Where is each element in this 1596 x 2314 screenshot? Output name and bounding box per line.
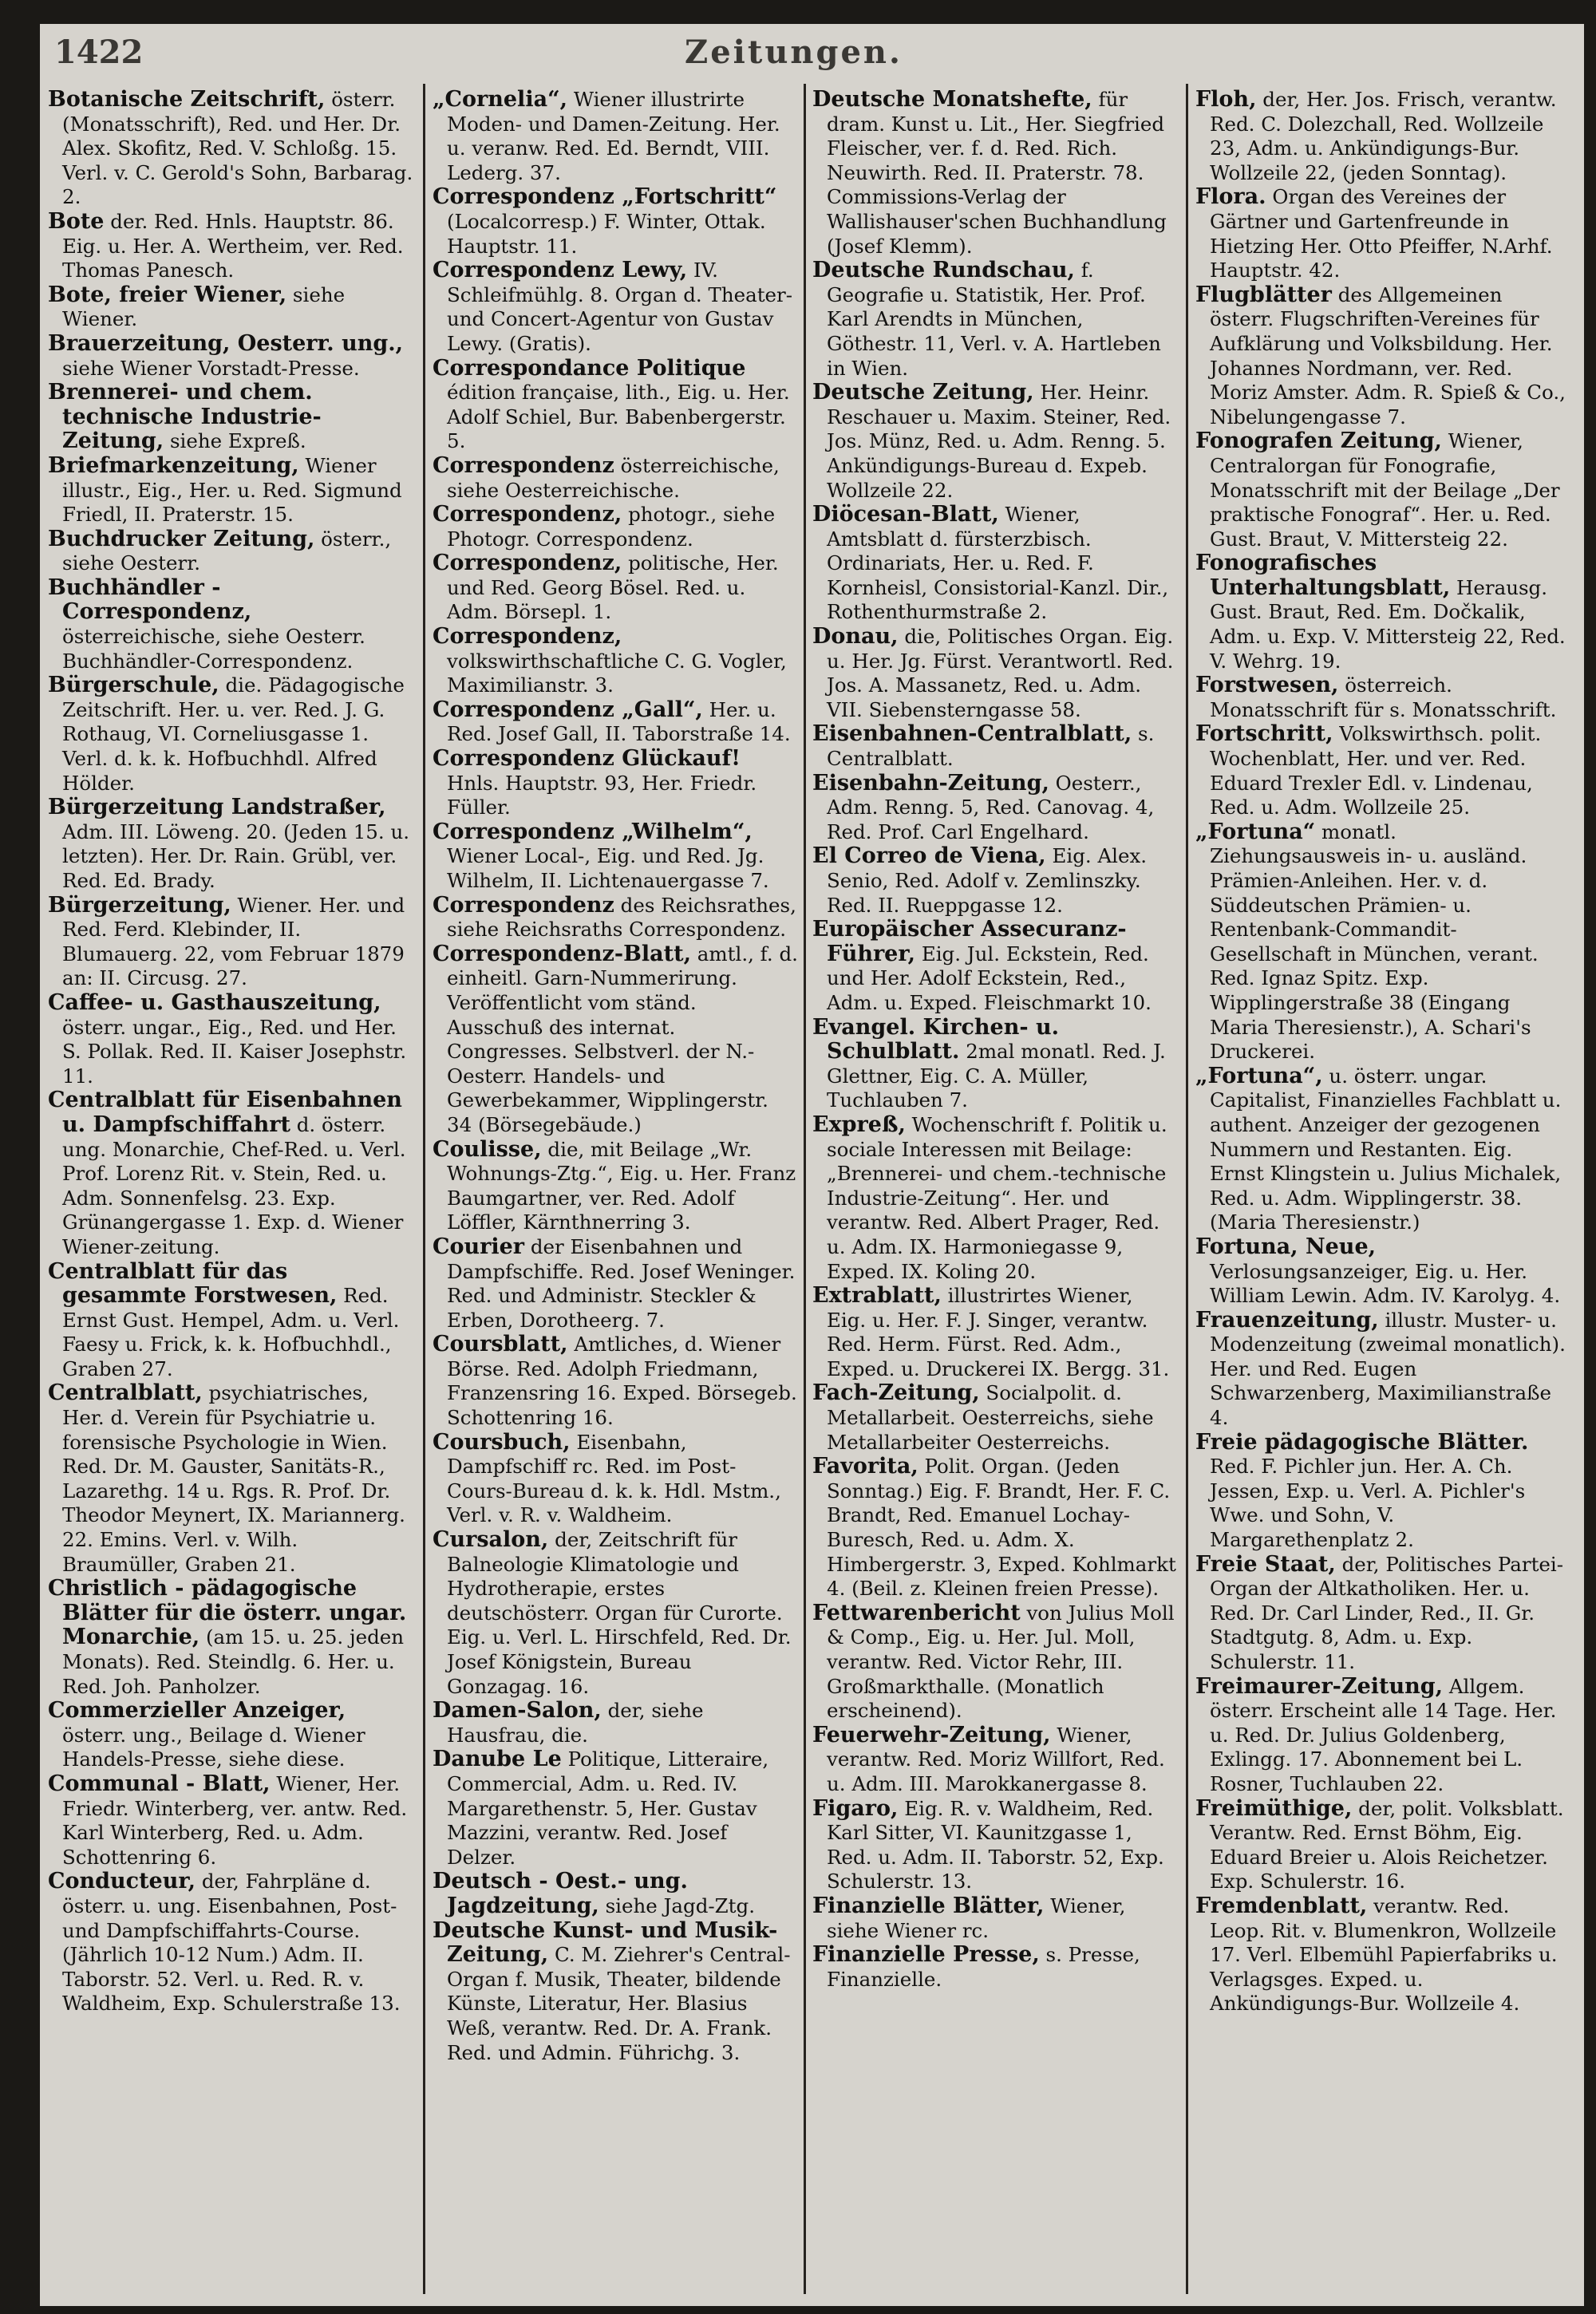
entry-details: Politique, Litteraire, Commercial, Adm. u. Red. IV. Margarethenstr. 5, Her. Gustav Mazzini, verantw. Red. Josef Delzer. bbox=[447, 1747, 769, 1869]
entry-title: Fonografen Zeitung, bbox=[1195, 428, 1442, 454]
entry-title: Bürgerzeitung, bbox=[48, 892, 231, 918]
directory-entry bbox=[433, 747, 798, 820]
running-title: Zeitungen. bbox=[685, 34, 903, 71]
entry-details: Wiener, Her. Friedr. Winterberg, ver. antw. Red. Karl Winterberg, Red. u. Adm. Schottenring 6. bbox=[62, 1771, 408, 1869]
entry-title: Centralblatt für Eisenbahnen u. Dampfschiffahrt bbox=[48, 1088, 402, 1137]
directory-page bbox=[40, 24, 1584, 2306]
entry-title: Commerzieller Anzeiger, bbox=[48, 1698, 346, 1724]
entry-details: Wiener, siehe Wiener rc. bbox=[827, 1893, 1126, 1942]
entry-title: Correspondenz „Wilhelm“, bbox=[433, 819, 753, 844]
entry-title: Forstwesen, bbox=[1195, 673, 1339, 698]
entry-details: édition française, lith., Eig. u. Her. Adolf Schiel, Bur. Babenbergerstr. 5. bbox=[447, 381, 790, 453]
entry-title: Fettwarenbericht bbox=[812, 1600, 1021, 1625]
entry-details: Her. Heinr. Reschauer u. Maxim. Steiner, Red. Jos. Münz, Red. u. Adm. Renng. 5. Ankündigungs-Bureau d. Expeb. Wollzeile 22. bbox=[827, 381, 1171, 502]
directory-entry bbox=[433, 551, 798, 625]
directory-entry bbox=[812, 1113, 1178, 1284]
directory-entry bbox=[812, 1797, 1178, 1894]
directory-entry bbox=[433, 357, 798, 454]
directory-entry bbox=[1195, 88, 1570, 185]
directory-entry bbox=[1195, 1894, 1570, 2016]
entry-title: Europäischer Assecuranz-Führer, bbox=[812, 917, 1127, 966]
column-divider bbox=[1186, 84, 1188, 2294]
entry-details: Wiener. Her. und Red. Ferd. Klebinder, II. Blumauerg. 22, vom Februar 1879 an: II. Circusg. 27. bbox=[62, 893, 405, 990]
directory-entry bbox=[1195, 1064, 1570, 1235]
page-number: 1422 bbox=[54, 34, 144, 71]
directory-entry bbox=[48, 527, 413, 576]
directory-entry bbox=[1195, 820, 1570, 1064]
entry-details: C. M. Ziehrer's Central-Organ f. Musik, Theater, bildende Künste, Literatur, Her. Blasius Weß, verantw. Red. Dr. A. Frank. Red. und Admin. Führichg. 3. bbox=[447, 1943, 791, 2064]
entry-details: IV. Schleifmühlg. 8. Organ d. Theater- und Concert-Agentur von Gustav Lewy. (Gratis). bbox=[447, 259, 793, 355]
entry-title: Donau, bbox=[812, 624, 899, 650]
entry-details: der, siehe Hausfrau, die. bbox=[447, 1699, 704, 1747]
entry-details: Wiener illustrirte Moden- und Damen-Zeitung. Her. u. veranw. Red. Ed. Berndt, VIII. Lederg. 37. bbox=[447, 88, 780, 184]
directory-entry bbox=[48, 894, 413, 991]
entry-details: u. österr. ungar. Capitalist, Finanzielles Fachblatt u. authent. Anzeiger der gezogenen Nummern und Restanten. Eig. Ernst Klingstein u. Julius Michalek, Red. u. Adm. Wipplingerstr. 38. (Maria Theresienstr.) bbox=[1210, 1064, 1562, 1234]
entry-title: Deutsche Monatshefte, bbox=[812, 88, 1092, 112]
entry-title: Coulisse, bbox=[433, 1136, 542, 1162]
entry-title: „Cornelia“, bbox=[433, 88, 568, 112]
column-divider bbox=[423, 84, 425, 2294]
entry-details: Wiener illustr., Eig., Her. u. Red. Sigmund Friedl, II. Praterstr. 15. bbox=[62, 453, 402, 527]
entry-title: Expreß, bbox=[812, 1112, 906, 1137]
entry-title: Freimaurer-Zeitung, bbox=[1195, 1673, 1444, 1699]
column-2 bbox=[433, 88, 798, 2298]
directory-entry bbox=[48, 1088, 413, 1259]
entry-title: Christlich - pädagogische Blätter für die österr. ungar. Monarchie, bbox=[48, 1576, 407, 1650]
directory-entry bbox=[812, 844, 1178, 918]
entry-title: Brennerei- und chem. technische Industrie-Zeitung, bbox=[48, 380, 322, 454]
entry-title: Courier bbox=[433, 1234, 525, 1259]
directory-entry bbox=[48, 1260, 413, 1382]
directory-entry bbox=[1195, 1235, 1570, 1309]
entry-details: Wiener, verantw. Red. Moriz Willfort, Red. u. Adm. III. Marokkanergasse 8. bbox=[827, 1723, 1165, 1795]
entry-details: die, mit Beilage „Wr. Wohnungs-Ztg.“, Eig. u. Her. Franz Baumgartner, ver. Red. Adolf Löffler, Kärnthnerring 3. bbox=[447, 1137, 796, 1234]
entry-details: Polit. Organ. (Jeden Sonntag.) Eig. F. Brandt, Her. F. C. Brandt, Red. Emanuel Lochay-Buresch, Red. u. Adm. X. Himbergerstr. 3, Exped. Kohlmarkt 4. (Beil. z. Kleinen freien Presse). bbox=[827, 1455, 1176, 1601]
entry-title: Correspondenz Glückauf! bbox=[433, 746, 741, 772]
directory-entry bbox=[433, 942, 798, 1138]
directory-entry bbox=[433, 1919, 798, 2066]
entry-details: Organ des Vereines der Gärtner und Gartenfreunde in Hietzing Her. Otto Pfeiffer, N.Arhf. Hauptstr. 42. bbox=[1210, 185, 1553, 282]
directory-entry bbox=[48, 332, 413, 381]
directory-entry bbox=[812, 1943, 1178, 1992]
entry-details: Eig. Alex. Senio, Red. Adolf v. Zemlinszky. Red. II. Rueppgasse 12. bbox=[827, 844, 1148, 917]
entry-title: Flora. bbox=[1195, 184, 1266, 210]
directory-entry bbox=[433, 894, 798, 942]
entry-details: Red. F. Pichler jun. Her. A. Ch. Jessen, Exp. u. Verl. A. Pichler's Wwe. und Sohn, V. Margarethenplatz 2. bbox=[1210, 1455, 1526, 1552]
directory-entry bbox=[433, 1138, 798, 1235]
directory-entry bbox=[812, 722, 1178, 771]
entry-title: Deutsche Kunst- und Musik-Zeitung, bbox=[433, 1917, 778, 1968]
entry-title: Fonografisches Unterhaltungsblatt, bbox=[1195, 551, 1451, 600]
directory-entry bbox=[812, 381, 1178, 503]
entry-details: der. Red. Hnls. Hauptstr. 86. Eig. u. Her. A. Wertheim, ver. Red. Thomas Panesch. bbox=[62, 209, 404, 282]
entry-title: Freie pädagogische Blätter. bbox=[1195, 1429, 1529, 1455]
entry-details: österreich. Monatsschrift für s. Monatsschrift. bbox=[1210, 673, 1557, 721]
entry-details: österr., siehe Oesterr. bbox=[62, 527, 392, 575]
directory-entry bbox=[812, 1894, 1178, 1943]
directory-entry bbox=[48, 673, 413, 796]
entry-details: Allgem. österr. Erscheint alle 14 Tage. Her. u. Red. Dr. Julius Goldenberg, Exlingg. 17. Abonnement bei L. Rosner, Tuchlauben 22. bbox=[1210, 1674, 1557, 1795]
entry-title: Fach-Zeitung, bbox=[812, 1380, 980, 1406]
entry-details: Adm. III. Löweng. 20. (Jeden 15. u. letzten). Her. Dr. Rain. Grübl, ver. Red. Ed. Brady. bbox=[62, 819, 410, 892]
directory-entry bbox=[433, 1528, 798, 1699]
entry-title: Correspondance Politique bbox=[433, 355, 746, 381]
entry-details: österreichische, siehe Oesterr. Buchhändler-Correspondenz. bbox=[62, 625, 365, 673]
entry-details: politische, Her. und Red. Georg Bösel. Red. u. Adm. Börsepl. 1. bbox=[447, 551, 779, 624]
directory-entry bbox=[48, 1577, 413, 1699]
directory-entry bbox=[48, 1772, 413, 1870]
directory-entry bbox=[48, 381, 413, 454]
directory-entry bbox=[48, 796, 413, 893]
entry-details: Oesterr., Adm. Renng. 5, Red. Canovag. 4, Red. Prof. Carl Engelhard. bbox=[827, 771, 1155, 843]
column-3 bbox=[812, 88, 1178, 2298]
directory-entry bbox=[812, 772, 1178, 845]
entry-details: die, Politisches Organ. Eig. u. Her. Jg. Fürst. Verantwortl. Red. Jos. A. Massanetz, Red. u. Adm. VII. Siebensterngasse 58. bbox=[827, 625, 1174, 721]
directory-entry bbox=[48, 283, 413, 332]
entry-title: „Fortuna“ bbox=[1195, 819, 1316, 844]
directory-entry bbox=[433, 820, 798, 894]
entry-title: Centralblatt für das gesammte Forstwesen, bbox=[48, 1258, 338, 1309]
directory-entry bbox=[433, 88, 798, 185]
directory-entry bbox=[48, 454, 413, 527]
entry-details: Eisenbahn, Dampfschiff rc. Red. im Post-Cours-Bureau d. k. k. Hdl. Mstm., Verl. v. R. v. Waldheim. bbox=[447, 1430, 781, 1527]
entry-details: des Reichsrathes, siehe Reichsraths Correspondenz. bbox=[447, 893, 796, 942]
entry-title: Danube Le bbox=[433, 1747, 562, 1772]
entry-details: 2mal monatl. Red. J. Glettner, Eig. C. A. Müller, Tuchlauben 7. bbox=[827, 1040, 1166, 1112]
directory-entry bbox=[433, 625, 798, 698]
directory-entry bbox=[433, 1235, 798, 1333]
entry-details: psychiatrisches, Her. d. Verein für Psychiatrie u. forensische Psychologie in Wien. Red. Dr. M. Gauster, Sanitäts-R., Lazarethg. 14 u. Rgs. R. Prof. Dr. Theodor Meynert, IX. Mariannerg. 22. Emins. Verl. v. Wilh. Braumüller, Graben 21. bbox=[62, 1381, 405, 1576]
entry-title: Correspondenz „Gall“, bbox=[433, 697, 703, 722]
directory-entry bbox=[433, 1699, 798, 1747]
entry-title: Conducteur, bbox=[48, 1869, 196, 1894]
entry-details: für dram. Kunst u. Lit., Her. Siegfried Fleischer, ver. f. d. Red. Rich. Neuwirth. Red. II. Praterstr. 78. Commissions-Verlag der Wallishauser'schen Buchhandlung (Josef Klemm). bbox=[827, 88, 1167, 258]
entry-details: der, Zeitschrift für Balneologie Klimatologie und Hydrotherapie, erstes deutschösterr. Organ für Curorte. Eig. u. Verl. L. Hirschfeld, Red. Dr. Josef Königstein, Bureau Gonzagag. 16. bbox=[447, 1528, 792, 1698]
entry-details: Socialpolit. d. Metallarbeit. Oesterreichs, siehe Metallarbeiter Oesterreichs. bbox=[827, 1381, 1154, 1454]
entry-details: des Allgemeinen österr. Flugschriften-Vereines für Aufklärung und Volksbildung. Her. Johannes Nordmann, ver. Red. Moriz Amster. Adm. R. Spieß & Co., Nibelungengasse 7. bbox=[1210, 282, 1566, 428]
directory-entry bbox=[812, 1455, 1178, 1601]
entry-details: s. Centralblatt. bbox=[827, 722, 1155, 771]
directory-entry bbox=[433, 1870, 798, 1918]
entry-title: Communal - Blatt, bbox=[48, 1771, 271, 1796]
entry-details: photogr., siehe Photogr. Correspondenz. bbox=[447, 503, 776, 551]
entry-details: d. österr. ung. Monarchie, Chef-Red. u. Verl. Prof. Lorenz Rit. v. Stein, Red. u. Adm. Sonnenfelsg. 23. Exp. Grünangergasse 1. Exp. d. Wiener Wiener-zeitung. bbox=[62, 1112, 406, 1258]
directory-entry bbox=[48, 991, 413, 1088]
entry-details: monatl. Ziehungsausweis in- u. ausländ. Prämien-Anleihen. Her. v. d. Süddeutschen Prämien- u. Rentenbank-Commandit-Gesellschaft in München, verant. Red. Ignaz Spitz. Exp. Wipplingerstraße 38 (Eingang Maria Theresienstr.), A. Schari's Druckerei. bbox=[1210, 819, 1539, 1064]
entry-title: Diöcesan-Blatt, bbox=[812, 502, 999, 527]
entry-title: Flugblätter bbox=[1195, 282, 1332, 307]
entry-title: Correspondenz, bbox=[433, 624, 622, 650]
entry-details: (Localcorresp.) F. Winter, Ottak. Hauptstr. 11. bbox=[447, 209, 766, 258]
entry-details: Eig. R. v. Waldheim, Red. Karl Sitter, VI. Kaunitzgasse 1, Red. u. Adm. II. Taborstr. 52, Exp. Schulerstr. 13. bbox=[827, 1796, 1164, 1893]
directory-entry bbox=[433, 454, 798, 503]
entry-details: Her. u. Red. Josef Gall, II. Taborstraße 14. bbox=[447, 697, 791, 746]
entry-details: Herausg. Gust. Braut, Red. Em. Dočkalik, Adm. u. Exp. V. Mittersteig 22, Red. V. Wehrg. 19. bbox=[1210, 575, 1566, 673]
entry-title: Bote bbox=[48, 208, 105, 234]
entry-title: Eisenbahn-Zeitung, bbox=[812, 770, 1049, 796]
directory-entry bbox=[1195, 429, 1570, 551]
directory-entry bbox=[812, 259, 1178, 381]
directory-entry bbox=[1195, 1553, 1570, 1675]
entry-details: von Julius Moll & Comp., Eig. u. Her. Jul. Moll, verantw. Red. Victor Rehr, III. Großmarkthalle. (Monatlich erscheinend). bbox=[827, 1601, 1175, 1723]
entry-details: siehe Wiener Vorstadt-Presse. bbox=[62, 356, 360, 380]
entry-details: Red. Ernst Gust. Hempel, Adm. u. Verl. Faesy u. Frick, k. k. Hofbuchhdl., Graben 27. bbox=[62, 1284, 400, 1380]
directory-entry bbox=[812, 1601, 1178, 1724]
entry-title: Fortschritt, bbox=[1195, 721, 1333, 747]
entry-details: österreichische, siehe Oesterreichische. bbox=[447, 453, 780, 502]
entry-details: s. Presse, Finanzielle. bbox=[827, 1943, 1140, 1991]
directory-entry bbox=[812, 918, 1178, 1015]
directory-entry bbox=[48, 1870, 413, 2016]
column-1 bbox=[48, 88, 413, 2298]
entry-title: Eisenbahnen-Centralblatt, bbox=[812, 721, 1132, 747]
entry-details: österr. ung., Beilage d. Wiener Handels-Presse, siehe diese. bbox=[62, 1723, 365, 1771]
entry-details: der, polit. Volksblatt. Verantw. Red. Ernst Böhm, Eig. Eduard Breier u. Alois Reichetzer. Exp. Schulerstr. 16. bbox=[1210, 1796, 1564, 1893]
entry-title: Botanische Zeitschrift, bbox=[48, 88, 326, 112]
entry-title: Damen-Salon, bbox=[433, 1698, 602, 1724]
entry-title: Bürgerschule, bbox=[48, 673, 219, 698]
entry-details: siehe Wiener. bbox=[62, 282, 346, 331]
entry-details: f. Geografie u. Statistik, Her. Prof. Karl Arendts in München, Göthestr. 11, Verl. v. A. Hartleben in Wien. bbox=[827, 259, 1161, 380]
column-4 bbox=[1195, 88, 1570, 2298]
directory-entry bbox=[1195, 1309, 1570, 1431]
entry-title: Figaro, bbox=[812, 1795, 899, 1821]
entry-title: Favorita, bbox=[812, 1454, 918, 1479]
directory-entry bbox=[1195, 551, 1570, 673]
entry-details: verantw. Red. Leop. Rit. v. Blumenkron, Wollzeile 17. Verl. Elbemühl Papierfabriks u. Verlagsges. Exped. u. Ankündigungs-Bur. Wollzeile 4. bbox=[1210, 1893, 1558, 2016]
entry-details: illustrirtes Wiener, Eig. u. Her. F. J. Singer, verantw. Red. Herm. Fürst. Red. Adm., Exped. u. Druckerei IX. Bergg. 31. bbox=[827, 1284, 1170, 1380]
entry-details: der, Her. Jos. Frisch, verantw. Red. C. Dolezchall, Red. Wollzeile 23, Adm. u. Ankündigungs-Bur. Wollzeile 22, (jeden Sonntag). bbox=[1210, 88, 1557, 184]
directory-entry bbox=[812, 1381, 1178, 1455]
entry-title: Coursbuch, bbox=[433, 1429, 571, 1455]
directory-entry bbox=[48, 88, 413, 210]
directory-entry bbox=[433, 1431, 798, 1528]
directory-entry bbox=[1195, 1797, 1570, 1894]
entry-title: Bürgerzeitung Landstraßer, bbox=[48, 795, 386, 820]
entry-title: Fortuna, Neue, bbox=[1195, 1234, 1377, 1259]
entry-details: österr. ungar., Eig., Red. und Her. S. Pollak. Red. II. Kaiser Josephstr. 11. bbox=[62, 1015, 407, 1088]
entry-title: Cursalon, bbox=[433, 1527, 549, 1553]
entry-details: siehe Expreß. bbox=[169, 429, 306, 453]
entry-details: (am 15. u. 25. jeden Monats). Red. Steindlg. 6. Her. u. Red. Joh. Panholzer. bbox=[62, 1625, 405, 1698]
entry-details: der Eisenbahnen und Dampfschiffe. Red. Josef Weninger. Red. und Administr. Steckler & Erben, Dorotheerg. 7. bbox=[447, 1234, 796, 1332]
entry-title: Finanzielle Presse, bbox=[812, 1942, 1040, 1968]
directory-entry bbox=[1195, 283, 1570, 430]
directory-entry bbox=[812, 1016, 1178, 1113]
entry-details: Amtliches, d. Wiener Börse. Red. Adolph Friedmann, Franzensring 16. Exped. Börsegeb. Schottenring 16. bbox=[447, 1333, 797, 1430]
entry-title: Finanzielle Blätter, bbox=[812, 1893, 1045, 1918]
directory-entry bbox=[433, 698, 798, 747]
directory-entry bbox=[48, 576, 413, 673]
entry-title: Deutsche Rundschau, bbox=[812, 258, 1075, 283]
entry-title: Frauenzeitung, bbox=[1195, 1307, 1379, 1333]
entry-title: Correspondenz bbox=[433, 452, 614, 478]
entry-title: Deutsch - Oest.- ung. Jagdzeitung, bbox=[433, 1869, 688, 1918]
directory-entry bbox=[1195, 673, 1570, 722]
entry-title: Freimüthige, bbox=[1195, 1795, 1353, 1821]
directory-entry bbox=[812, 1284, 1178, 1381]
entry-details: Eig. Jul. Eckstein, Red. und Her. Adolf Eckstein, Red., Adm. u. Exped. Fleischmarkt 10. bbox=[827, 942, 1152, 1014]
directory-entry bbox=[48, 1699, 413, 1772]
entry-title: Caffee- u. Gasthauszeitung, bbox=[48, 989, 381, 1015]
page-header bbox=[54, 34, 1570, 75]
entry-title: Deutsche Zeitung, bbox=[812, 380, 1034, 405]
directory-entry bbox=[433, 185, 798, 259]
column-divider bbox=[804, 84, 806, 2294]
directory-entry bbox=[433, 503, 798, 551]
entry-title: Buchdrucker Zeitung, bbox=[48, 526, 315, 551]
directory-entry bbox=[812, 88, 1178, 259]
entry-details: amtl., f. d. einheitl. Garn-Nummerirung. Veröffentlicht vom ständ. Ausschuß des internat. Congresses. Selbstverl. der N.-Oesterr. Handels- und Gewerbekammer, Wipplingerstr. 34 (Börsegebäude.) bbox=[447, 942, 798, 1136]
entry-title: El Correo de Viena, bbox=[812, 843, 1046, 869]
entry-details: Hnls. Hauptstr. 93, Her. Friedr. Füller. bbox=[447, 771, 757, 819]
directory-entry bbox=[433, 259, 798, 356]
entry-details: der, Politisches Partei-Organ der Altkatholiken. Her. u. Red. Dr. Carl Linder, Red., II. Gr. Stadtgutg. 8, Adm. u. Exp. Schulerstr. 11. bbox=[1210, 1552, 1564, 1673]
entry-title: Brauerzeitung, Oesterr. ung., bbox=[48, 330, 404, 356]
entry-title: Evangel. Kirchen- u. Schulblatt. bbox=[812, 1014, 1059, 1064]
entry-details: Wochenschrift f. Politik u. sociale Interessen mit Beilage: „Brennerei- und chem.-technische Industrie-Zeitung“. Her. und verantw. Red. Albert Prager, Red. u. Adm. IX. Harmoniegasse 9, Exped. IX. Koling 20. bbox=[827, 1112, 1167, 1283]
directory-entry bbox=[812, 1724, 1178, 1797]
entry-title: Floh, bbox=[1195, 88, 1257, 112]
entry-title: Bote, freier Wiener, bbox=[48, 282, 287, 307]
entry-title: Correspondenz, bbox=[433, 551, 622, 576]
entry-title: „Fortuna“, bbox=[1195, 1063, 1323, 1088]
entry-title: Feuerwehr-Zeitung, bbox=[812, 1722, 1051, 1747]
entry-title: Coursblatt, bbox=[433, 1332, 568, 1357]
directory-entry bbox=[1195, 722, 1570, 819]
directory-entry bbox=[48, 210, 413, 283]
entry-details: Verlosungsanzeiger, Eig. u. Her. William Lewin. Adm. IV. Karolyg. 4. bbox=[1210, 1259, 1561, 1308]
entry-title: Correspondenz Lewy, bbox=[433, 258, 688, 283]
entry-title: Briefmarkenzeitung, bbox=[48, 452, 299, 478]
entry-details: Wiener, Amtsblatt d. fürsterzbisch. Ordinariats, Her. u. Red. F. Kornheisl, Consistorial-Kanzl. Dir., Rothenthurmstraße 2. bbox=[827, 503, 1169, 624]
entry-title: Fremdenblatt, bbox=[1195, 1893, 1368, 1918]
entry-title: Correspondenz bbox=[433, 892, 614, 918]
directory-entry bbox=[1195, 185, 1570, 282]
directory-entry bbox=[812, 503, 1178, 625]
entry-details: österr. (Monatsschrift), Red. und Her. Dr. Alex. Skofitz, Red. V. Schloßg. 15. Verl. v. C. Gerold's Sohn, Barbarag. 2. bbox=[62, 88, 413, 209]
directory-entry bbox=[812, 625, 1178, 722]
directory-entry bbox=[1195, 1675, 1570, 1797]
directory-entry bbox=[48, 1381, 413, 1577]
entry-title: Correspondenz „Fortschritt“ bbox=[433, 184, 777, 210]
directory-entry bbox=[433, 1333, 798, 1430]
entry-details: illustr. Muster- u. Modenzeitung (zweimal monatlich). Her. und Red. Eugen Schwarzenberg, Maximilianstraße 4. bbox=[1210, 1308, 1566, 1430]
entry-details: Wiener, Centralorgan für Fonografie, Monatsschrift mit der Beilage „Der praktische Fonograf“. Her. u. Red. Gust. Braut, V. Mittersteig 22. bbox=[1210, 429, 1560, 551]
entry-details: siehe Jagd-Ztg. bbox=[605, 1893, 755, 1917]
entry-title: Extrablatt, bbox=[812, 1283, 942, 1309]
entry-details: die. Pädagogische Zeitschrift. Her. u. ver. Red. J. G. Rothaug, VI. Corneliusgasse 1. Verl. d. k. k. Hofbuchhdl. Alfred Hölder. bbox=[62, 673, 405, 795]
entry-details: Volkswirthsch. polit. Wochenblatt, Her. und ver. Red. Eduard Trexler Edl. v. Lindenau, Red. u. Adm. Wollzeile 25. bbox=[1210, 722, 1542, 819]
entry-title: Correspondenz, bbox=[433, 502, 622, 527]
directory-entry bbox=[1195, 1431, 1570, 1553]
entry-title: Buchhändler - Correspondenz, bbox=[48, 575, 252, 625]
directory-entry bbox=[433, 1747, 798, 1870]
entry-details: der, Fahrpläne d. österr. u. ung. Eisenbahnen, Post- und Dampfschiffahrts-Course. (Jährlich 10-12 Num.) Adm. II. Taborstr. 52. Verl. u. Red. R. v. Waldheim, Exp. Schulerstraße 13. bbox=[62, 1870, 401, 2016]
entry-title: Freie Staat, bbox=[1195, 1551, 1336, 1577]
entry-details: Wiener Local-, Eig. und Red. Jg. Wilhelm, II. Lichtenauergasse 7. bbox=[447, 844, 769, 892]
entry-title: Centralblatt, bbox=[48, 1380, 203, 1406]
entry-details: volkswirthschaftliche C. G. Vogler, Maximilianstr. 3. bbox=[447, 649, 787, 697]
entry-title: Correspondenz-Blatt, bbox=[433, 941, 691, 966]
